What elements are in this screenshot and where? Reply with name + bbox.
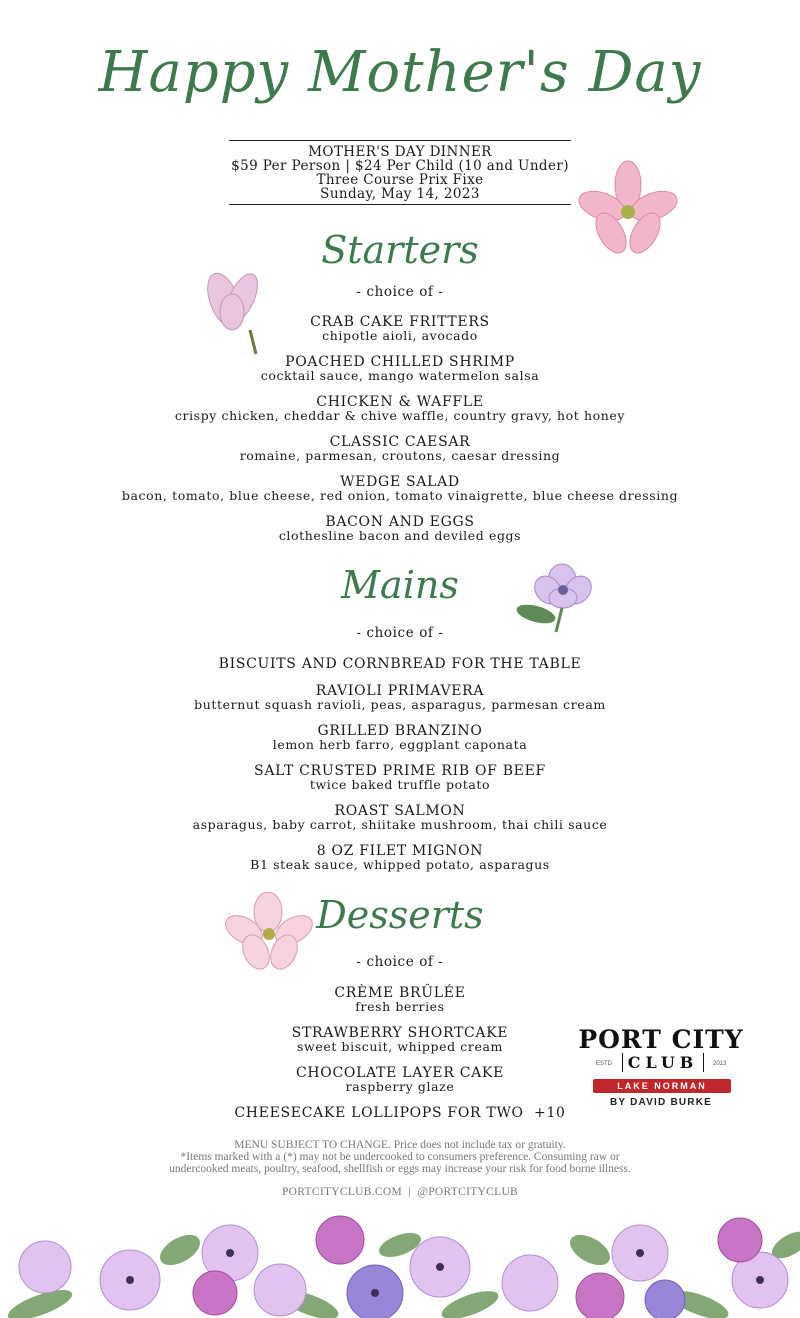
starters-heading: Starters: [321, 228, 479, 272]
port-city-club-logo: [566, 1025, 756, 1115]
mains-choice-label: - choice of -: [356, 625, 444, 641]
desserts-choice-label: - choice of -: [356, 954, 444, 970]
starters-choice-label: - choice of -: [356, 284, 444, 300]
starter-desc: crispy chicken, cheddar & chive waffle, country gravy, hot honey: [174, 408, 626, 423]
starter-name: CHICKEN & WAFFLE: [316, 394, 484, 410]
divider-top: [229, 140, 571, 141]
main-name: GRILLED BRANZINO: [317, 723, 483, 739]
main-name: 8 OZ FILET MIGNON: [316, 843, 484, 859]
starter-name: CLASSIC CAESAR: [329, 434, 471, 450]
main-name: RAVIOLI PRIMAVERA: [315, 683, 485, 699]
divider-bottom: [229, 204, 571, 205]
logo-year: 2013: [713, 1061, 727, 1067]
dinner-title: MOTHER'S DAY DINNER: [308, 144, 492, 160]
logo-estd: ESTD: [596, 1061, 613, 1067]
dessert-name: STRAWBERRY SHORTCAKE: [291, 1025, 509, 1041]
starter-desc: clothesline bacon and deviled eggs: [278, 528, 522, 543]
dessert-extra: CHEESECAKE LOLLIPOPS FOR TWO +10: [234, 1105, 566, 1121]
dessert-desc: sweet biscuit, whipped cream: [297, 1039, 503, 1054]
footer-links[interactable]: PORTCITYCLUB.COM | @PORTCITYCLUB: [281, 1186, 519, 1198]
page-title: Happy Mother's Day: [98, 40, 702, 105]
logo-main-text: PORT CITY: [578, 1025, 744, 1054]
starter-name: WEDGE SALAD: [340, 474, 460, 490]
main-name: ROAST SALMON: [334, 803, 466, 819]
logo-club-text: CLUB: [622, 1053, 704, 1072]
main-desc: B1 steak sauce, whipped potato, asparagus: [250, 857, 550, 872]
main-desc: twice baked truffle potato: [309, 777, 491, 792]
floral-border: [0, 1205, 800, 1318]
consumer-advisory-continued: undercooked meats, poultry, seafood, shellfish or eggs may increase your risk for food borne illness.: [169, 1163, 631, 1175]
main-desc: butternut squash ravioli, peas, asparagus, parmesan cream: [194, 697, 606, 712]
main-name: SALT CRUSTED PRIME RIB OF BEEF: [254, 763, 546, 779]
dessert-desc: fresh berries: [355, 999, 445, 1014]
starter-desc: cocktail sauce, mango watermelon salsa: [260, 368, 540, 383]
starter-name: BACON AND EGGS: [325, 514, 475, 530]
logo-banner: LAKE NORMAN: [593, 1079, 731, 1093]
starter-desc: bacon, tomato, blue cheese, red onion, tomato vinaigrette, blue cheese dressing: [121, 488, 679, 503]
starter-name: CRAB CAKE FRITTERS: [310, 314, 490, 330]
mains-heading: Mains: [341, 563, 459, 607]
dessert-desc: raspberry glaze: [345, 1079, 455, 1094]
main-desc: lemon herb farro, eggplant caponata: [272, 737, 528, 752]
dessert-name: CRÈME BRÛLÉE: [334, 985, 466, 1001]
starter-name: POACHED CHILLED SHRIMP: [285, 354, 515, 370]
course-format: Three Course Prix Fixe: [316, 172, 484, 188]
main-desc: asparagus, baby carrot, shiitake mushroom, thai chili sauce: [192, 817, 608, 832]
dessert-name: CHOCOLATE LAYER CAKE: [295, 1065, 505, 1081]
starter-desc: romaine, parmesan, croutons, caesar dressing: [239, 448, 561, 463]
desserts-heading: Desserts: [316, 893, 484, 937]
starter-desc: chipotle aioli, avocado: [322, 328, 478, 343]
consumer-advisory: *Items marked with a (*) may not be undercooked to consumers preference. Consuming raw or: [180, 1151, 620, 1163]
purple-flower-icon: [514, 562, 604, 634]
logo-byline: BY DAVID BURKE: [610, 1097, 712, 1108]
pricing: $59 Per Person | $24 Per Child (10 and Under): [231, 158, 569, 174]
menu-disclaimer: MENU SUBJECT TO CHANGE. Price does not include tax or gratuity.: [234, 1139, 566, 1151]
table-note: BISCUITS AND CORNBREAD FOR THE TABLE: [218, 656, 582, 672]
event-date: Sunday, May 14, 2023: [320, 186, 480, 202]
